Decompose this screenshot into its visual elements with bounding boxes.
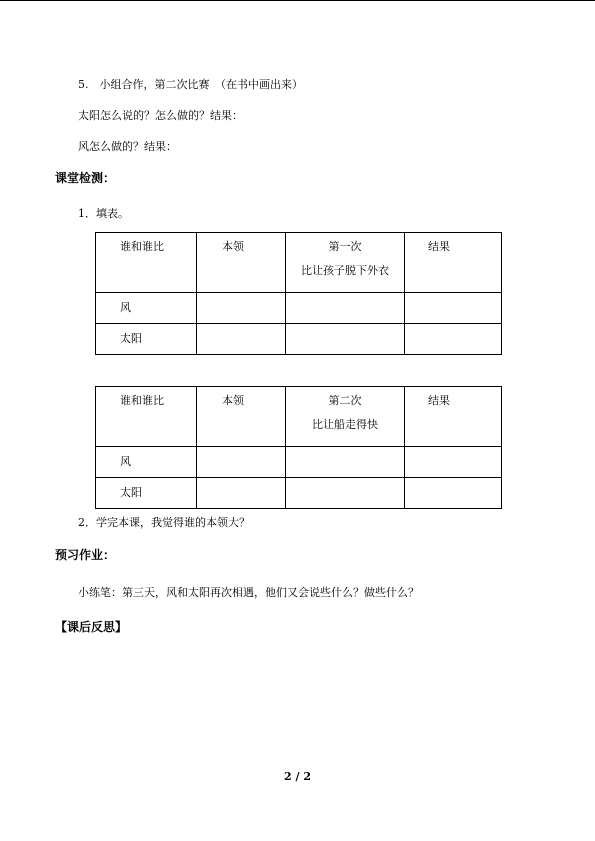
header-round: 第二次 (328, 394, 362, 407)
table-header-row (96, 387, 502, 447)
header-round: 第一次 (328, 240, 362, 253)
table-header-row (96, 233, 502, 293)
wind-question: 风怎么做的？结果： (78, 140, 177, 153)
table-row (96, 324, 502, 355)
table-cell-empty (197, 478, 286, 509)
row-label-sun: 太阳 (120, 486, 142, 499)
header-cell (197, 387, 286, 447)
header-result: 结果 (428, 240, 450, 253)
question-1: 1．填表。 (78, 207, 129, 220)
header-round-sub: 比让船走得快 (312, 418, 378, 431)
header-cell (197, 233, 286, 293)
header-cell (286, 387, 405, 447)
header-who: 谁和谁比 (120, 240, 164, 253)
header-cell (96, 387, 197, 447)
header-cell (405, 387, 502, 447)
top-rule (0, 0, 595, 1)
table-first-contest (95, 232, 502, 355)
header-result: 结果 (428, 394, 450, 407)
table-cell-empty (286, 478, 405, 509)
header-cell (286, 233, 405, 293)
table-cell-empty (197, 447, 286, 478)
sun-question: 太阳怎么说的？怎么做的？结果： (78, 109, 243, 122)
table-cell-empty (405, 324, 502, 355)
table-cell-empty (405, 447, 502, 478)
header-cell (405, 233, 502, 293)
row-label-wind: 风 (120, 301, 131, 314)
table-cell-empty (286, 293, 405, 324)
header-skill: 本领 (222, 394, 244, 407)
table-cell-empty (197, 324, 286, 355)
table-second-contest (95, 386, 502, 509)
table-cell (96, 324, 197, 355)
section-heading-reflection: 【课后反思】 (55, 620, 128, 634)
table-cell-empty (197, 293, 286, 324)
table-row (96, 447, 502, 478)
section-heading-check: 课堂检测： (55, 171, 116, 185)
table-cell-empty (286, 324, 405, 355)
table-cell-empty (405, 293, 502, 324)
section-heading-homework: 预习作业： (55, 548, 116, 562)
table-row (96, 478, 502, 509)
table-cell (96, 447, 197, 478)
row-label-wind: 风 (120, 455, 131, 468)
table-cell (96, 478, 197, 509)
header-who: 谁和谁比 (120, 394, 164, 407)
header-skill: 本领 (222, 240, 244, 253)
table-row (96, 293, 502, 324)
row-label-sun: 太阳 (120, 332, 142, 345)
table-cell (96, 293, 197, 324)
header-round-sub: 比让孩子脱下外衣 (301, 264, 389, 277)
table-cell-empty (405, 478, 502, 509)
homework-text: 小练笔：第三天，风和太阳再次相遇，他们又会说些什么？做些什么？ (78, 586, 419, 599)
item5-line: 5. 小组合作，第二次比赛 （在书中画出来） (78, 78, 303, 91)
page-number: 2 / 2 (284, 770, 311, 783)
question-2: 2．学完本课，我觉得谁的本领大？ (78, 516, 250, 529)
table-cell-empty (286, 447, 405, 478)
header-cell (96, 233, 197, 293)
